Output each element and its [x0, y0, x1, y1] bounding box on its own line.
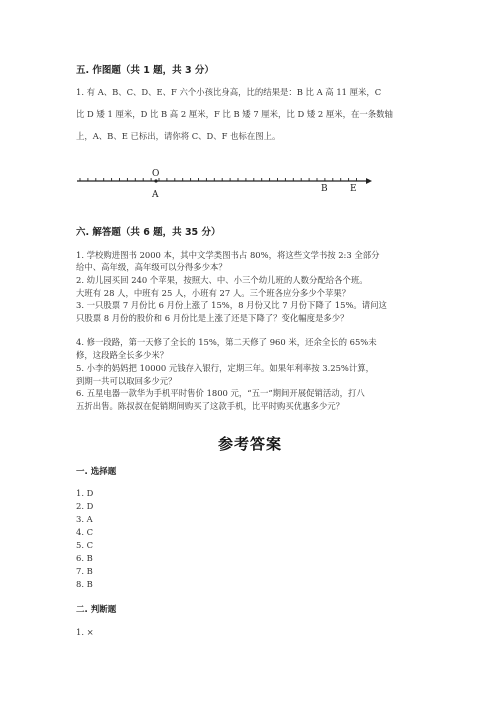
answer-item: 5. C — [76, 540, 94, 550]
answer-item: 2. D — [76, 501, 94, 511]
q6-4-line2: 修，这段路全长多少米？ — [76, 350, 169, 360]
answers-title: 参考答案 — [217, 435, 282, 453]
point-o-marker — [154, 179, 157, 182]
q6-3-line1: 3. 一只股票 7 月份比 6 月份上涨了 15%，8 月份又比 7 月份下降了 15%。请问这 — [76, 300, 387, 310]
q6-4-line1: 4. 修一段路，第一天修了全长的 15%，第二天修了 960 米，还余全长的 65%未 — [76, 337, 377, 347]
q5-1-line2: 比 D 矮 1 厘米，D 比 B 高 2 厘米，F 比 B 矮 7 厘米，比 D 矮 2 厘米，在一条数轴 — [76, 109, 393, 119]
label-o: O — [152, 169, 160, 179]
label-b: B — [321, 184, 328, 194]
answers-sec2-heading: 二. 判断题 — [76, 605, 117, 615]
q6-2-line2: 大班有 28 人，中班有 25 人，小班有 27 人。三个班各应分多少个苹果？ — [76, 288, 351, 298]
q6-5-line1: 5. 小李的妈妈把 10000 元钱存入银行，定期三年。如果年利率按 3.25%计算， — [76, 363, 375, 373]
number-line — [0, 160, 500, 200]
q6-1-line2: 给中、高年级，高年级可以分得多少本？ — [76, 262, 227, 272]
answer-item: 3. A — [76, 514, 93, 524]
answer-item: 6. B — [76, 553, 93, 563]
answer-item: 8. B — [76, 579, 93, 589]
label-a: A — [152, 190, 159, 200]
q5-1-line3: 上，A、B、E 已标出，请你将 C、D、F 也标在图上。 — [76, 131, 281, 141]
q6-3-line2: 只股票 8 月份的股价和 6 月份比是上涨了还是下降了？变化幅度是多少？ — [76, 313, 349, 323]
q6-5-line2: 到期一共可以取回多少元？ — [76, 376, 177, 386]
answers-sec1-heading: 一. 选择题 — [76, 467, 117, 477]
q6-1-line1: 1. 学校购进图书 2000 本，其中文学类图书占 80%，将这些文学书按 2:3 全部分 — [76, 250, 380, 260]
section5-heading: 五. 作图题（共 1 题，共 3 分） — [76, 65, 214, 76]
q6-6-line1: 6. 五星电器一款华为手机平时售价 1800 元，“五一”期间开展促销活动，打八 — [76, 388, 365, 398]
q6-2-line1: 2. 幼儿园买回 240 个苹果，按照大、中、小三个幼儿班的人数分配给各个班。 — [76, 275, 368, 285]
answer-item: 1. D — [76, 488, 94, 498]
answer-item: 1. × — [76, 627, 94, 637]
answer-item: 7. B — [76, 566, 93, 576]
q6-6-line2: 五折出售。陈叔叔在促销期间购买了这款手机，比平时购买优惠多少元？ — [76, 401, 344, 411]
answer-item: 4. C — [76, 527, 94, 537]
number-line-arrow — [366, 178, 372, 184]
section6-heading: 六. 解答题（共 6 题，共 35 分） — [76, 227, 221, 238]
q5-1-line1: 1. 有 A、B、C、D、E、F 六个小孩比身高，比的结果是：B 比 A 高 11 厘米，C — [76, 87, 382, 97]
label-e: E — [350, 184, 357, 194]
